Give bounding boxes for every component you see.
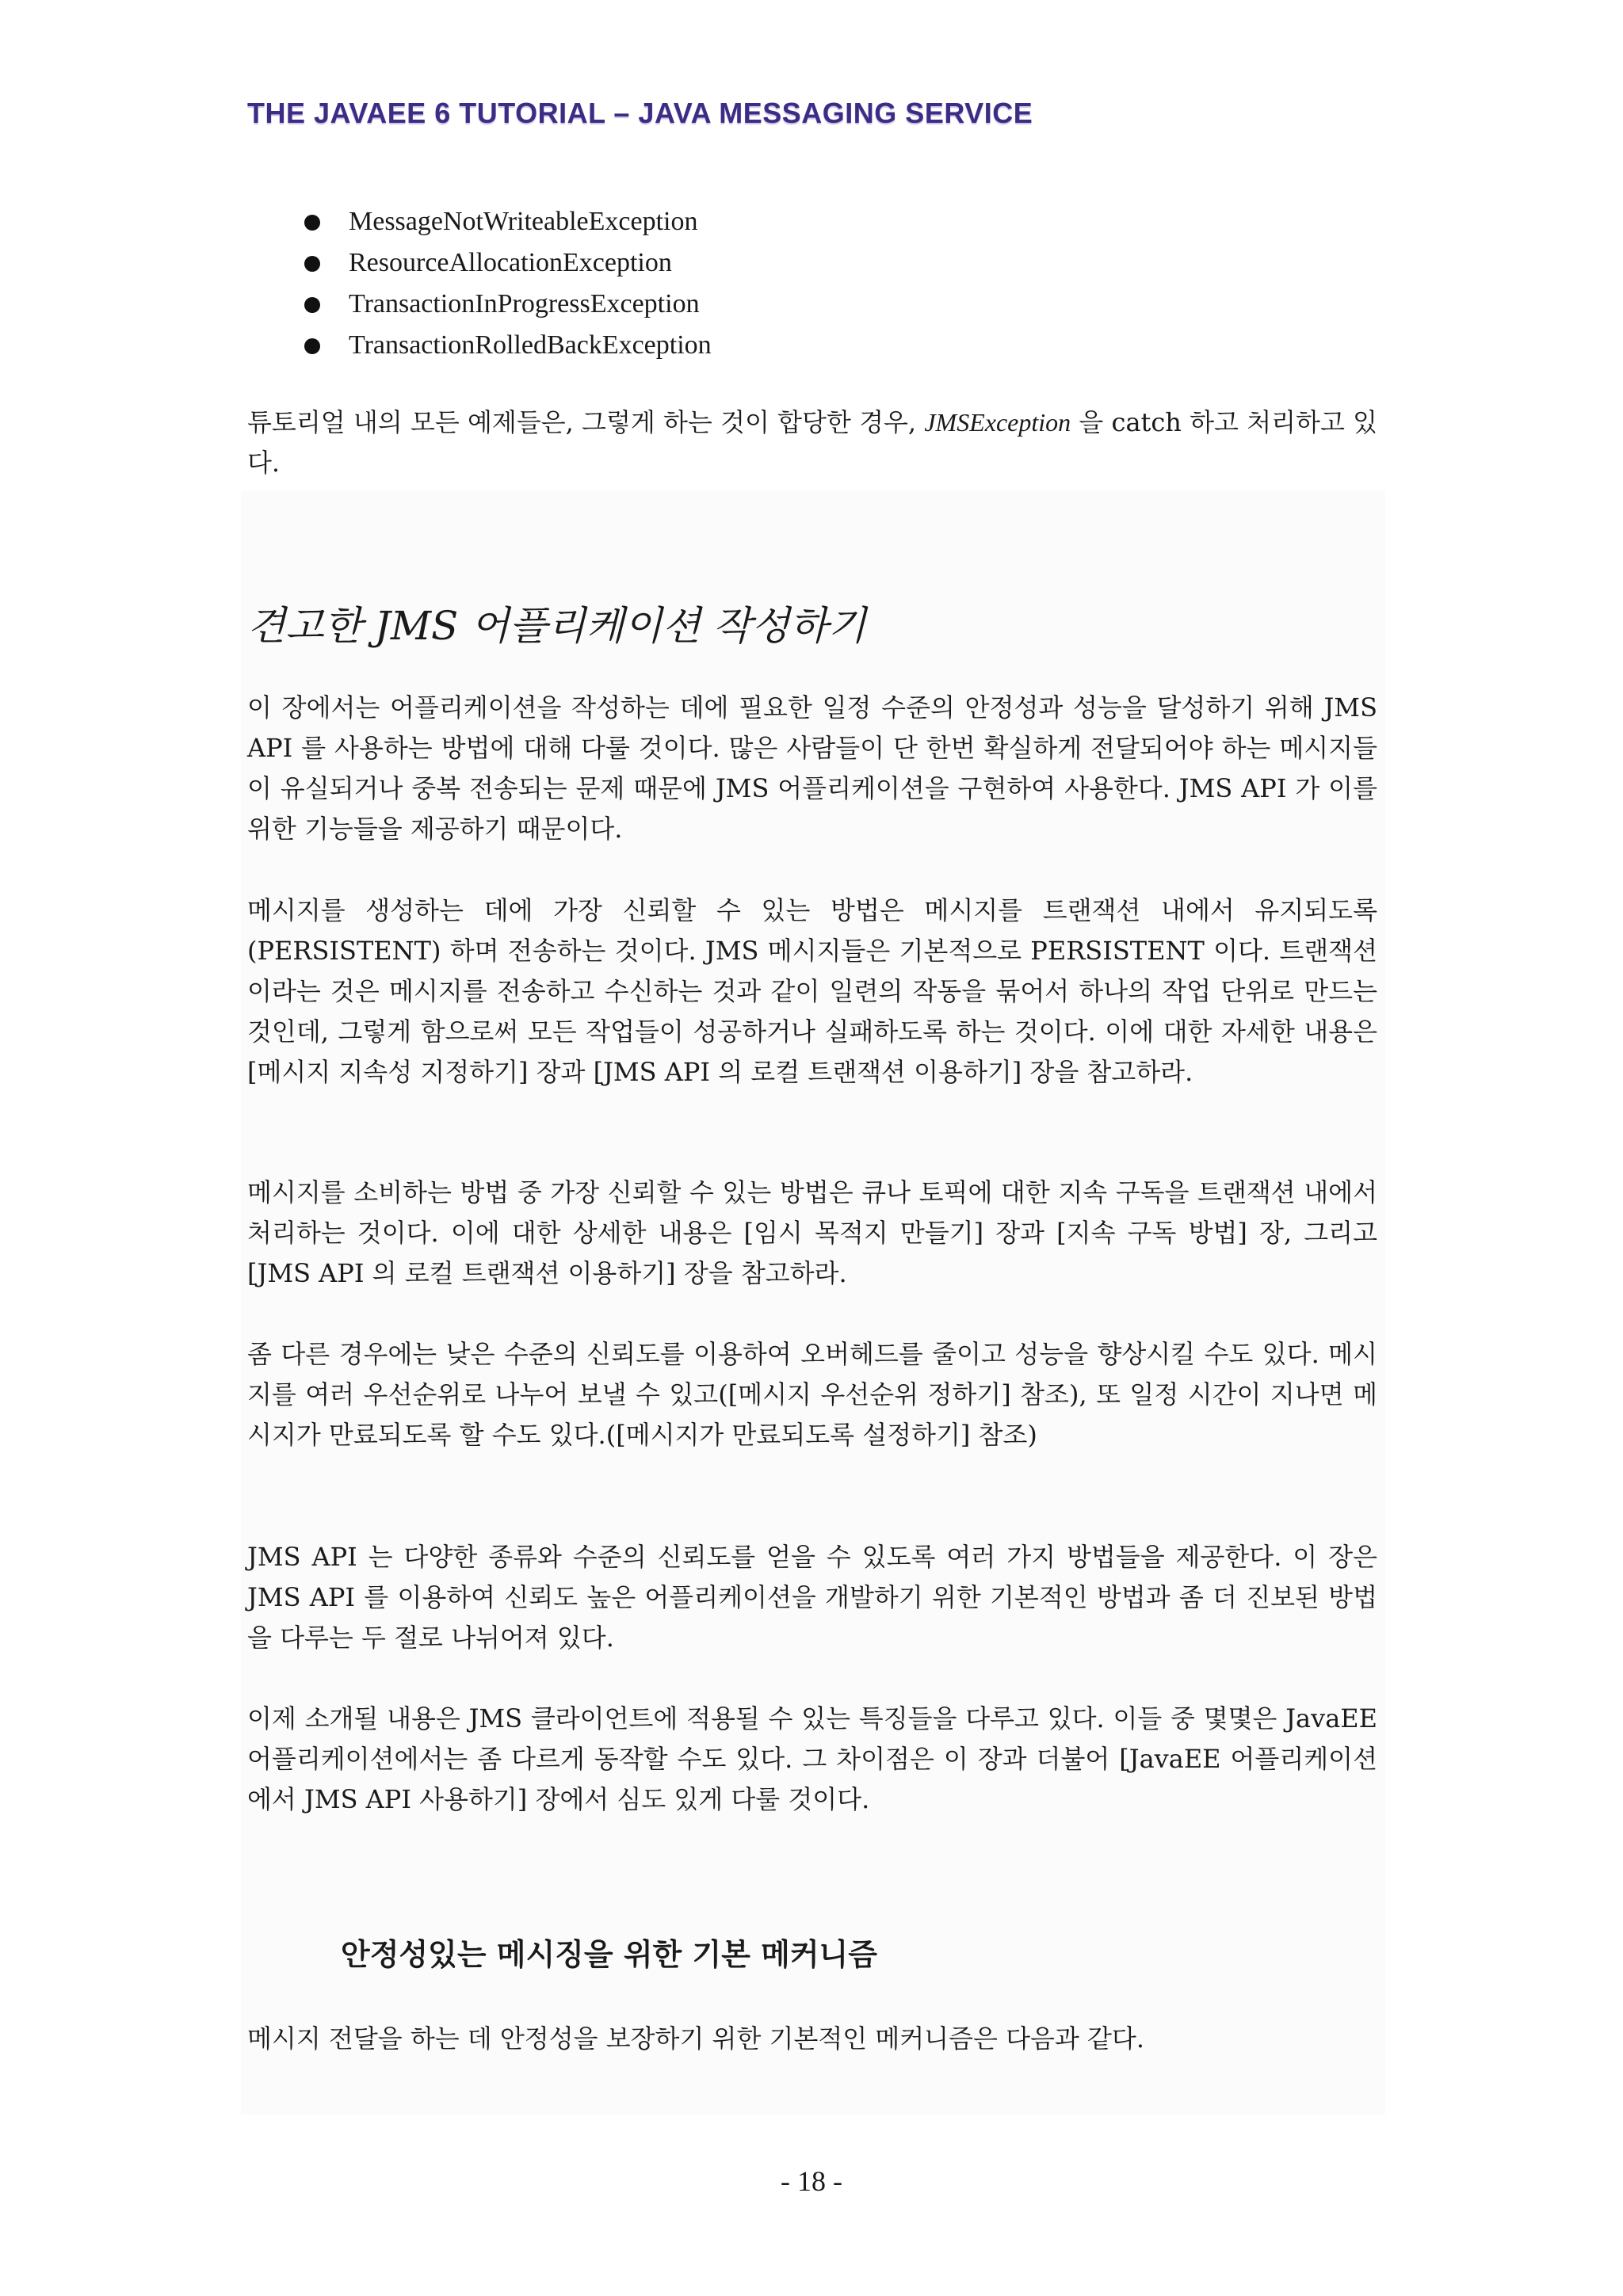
paragraph-6: 이제 소개될 내용은 JMS 클라이언트에 적용될 수 있는 특징들을 다루고 있다. 이들 중 몇몇은 JavaEE 어플리케이션에서는 좀 다르게 동작할 수도 있다. 그 차이점은 이 장과 더불어 [JavaEE 어플리케이션에서 JMS API 사용하기] 장에서 심도 있게 다룰 것이다.	[247, 1703, 1377, 1814]
paragraph-2: 메시지를 생성하는 데에 가장 신뢰할 수 있는 방법은 메시지를 트랜잭션 내에서 유지되도록(PERSISTENT) 하며 전송하는 것이다. JMS 메시지들은 기본적으로 PERSISTENT 이다. 트랜잭션이라는 것은 메시지를 전송하고 수신하는 것과 같이 일련의 작동을 묶어서 하나의 작업 단위로 만드는 것인데, 그렇게 함으로써 모든 작업들이 성공하거나 실패하도록 하는 것이다. 이에 대한 자세한 내용은 [메시지 지속성 지정하기] 장과 [JMS API 의 로컬 트랜잭션 이용하기] 장을 참고하라.	[247, 895, 1377, 1087]
list-item-text: ResourceAllocationException	[349, 248, 672, 277]
intro-emphasis: JMSException	[924, 408, 1071, 437]
paragraph-4: 좀 다른 경우에는 낮은 수준의 신뢰도를 이용하여 오버헤드를 줄이고 성능을 향상시킬 수도 있다. 메시지를 여러 우선순위로 나누어 보낼 수 있고([메시지 우선순위 정하기] 참조), 또 일정 시간이 지나면 메시지가 만료되도록 할 수도 있다.([메시지가 만료되도록 설정하기] 참조)	[247, 1339, 1377, 1450]
running-header: THE JAVAEE 6 TUTORIAL – JAVA MESSAGING SERVICE	[247, 97, 1033, 129]
page-number: - 18 -	[781, 2165, 842, 2197]
subsection-paragraph: 메시지 전달을 하는 데 안정성을 보장하기 위한 기본적인 메커니즘은 다음과 같다.	[247, 2023, 1144, 2054]
list-item	[303, 242, 712, 284]
intro-text-before: 튜토리얼 내의 모든 예제들은, 그렇게 하는 것이 합당한 경우,	[247, 407, 925, 437]
bullet-icon	[304, 338, 320, 354]
intro-text-after: 을 catch 하고 처리하고 있다.	[247, 407, 1377, 478]
section-title: 견고한 JMS 어플리케이션 작성하기	[247, 603, 867, 649]
list-item-text: TransactionInProgressException	[349, 289, 700, 318]
subsection-title: 안정성있는 메시징을 위한 기본 메커니즘	[341, 1937, 877, 1972]
list-item-text: TransactionRolledBackException	[349, 330, 712, 360]
paragraph-5: JMS API 는 다양한 종류와 수준의 신뢰도를 얻을 수 있도록 여러 가지 방법들을 제공한다. 이 장은 JMS API 를 이용하여 신뢰도 높은 어플리케이션을 개발하기 위한 기본적인 방법과 좀 더 진보된 방법을 다루는 두 절로 나뉘어져 있다.	[247, 1542, 1377, 1653]
intro-paragraph	[247, 402, 1377, 483]
bullet-icon	[304, 215, 320, 231]
list-item	[303, 325, 712, 366]
paragraph-3: 메시지를 소비하는 방법 중 가장 신뢰할 수 있는 방법은 큐나 토픽에 대한 지속 구독을 트랜잭션 내에서 처리하는 것이다. 이에 대한 상세한 내용은 [임시 목적지 만들기] 장과 [지속 구독 방법] 장, 그리고 [JMS API 의 로컬 트랜잭션 이용하기] 장을 참고하라.	[247, 1177, 1377, 1288]
list-item-text: MessageNotWriteableException	[349, 207, 698, 236]
list-item	[303, 201, 712, 242]
list-item	[303, 284, 712, 325]
paragraph-1: 이 장에서는 어플리케이션을 작성하는 데에 필요한 일정 수준의 안정성과 성능을 달성하기 위해 JMS API 를 사용하는 방법에 대해 다룰 것이다. 많은 사람들이 단 한번 확실하게 전달되어야 하는 메시지들이 유실되거나 중복 전송되는 문제 때문에 JMS 어플리케이션을 구현하여 사용한다. JMS API 가 이를 위한 기능들을 제공하기 때문이다.	[247, 692, 1377, 844]
bullet-icon	[304, 256, 320, 272]
bullet-icon	[304, 297, 320, 313]
exception-list	[303, 201, 712, 366]
